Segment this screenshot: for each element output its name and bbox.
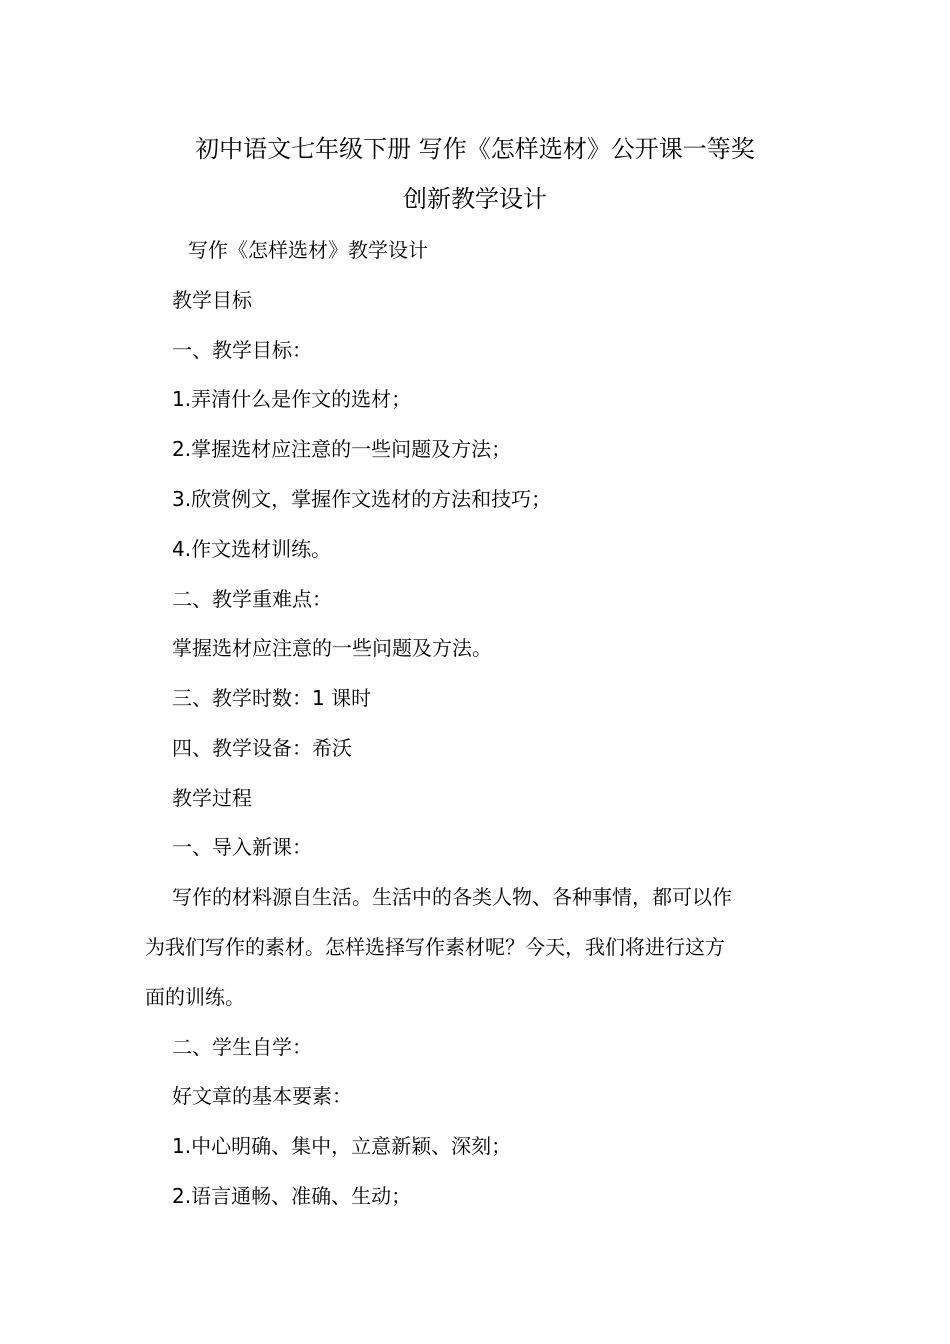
key-points-content: 掌握选材应注意的一些问题及方法。 [172,636,492,660]
goals-heading: 教学目标 [172,288,252,312]
intro-paragraph-line-3: 面的训练。 [145,985,245,1009]
element-item-2: 2.语言通畅、准确、生动； [172,1184,412,1208]
intro-paragraph-line-2: 为我们写作的素材。怎样选择写作素材呢？今天，我们将进行这方 [145,935,725,959]
goal-item-3: 3.欣赏例文，掌握作文选材的方法和技巧； [172,487,552,511]
intro-paragraph-line-1: 写作的材料源自生活。生活中的各类人物、各种事情，都可以作 [172,885,732,909]
goal-item-4: 4.作文选材训练。 [172,537,332,561]
intro-section-heading: 一、导入新课： [172,835,312,859]
goal-item-2: 2.掌握选材应注意的一些问题及方法； [172,437,512,461]
document-title-line-1: 初中语文七年级下册 写作《怎样选材》公开课一等奖 [195,135,755,163]
teaching-equipment: 四、教学设备：希沃 [172,736,352,760]
document-title-line-2: 创新教学设计 [403,185,547,213]
elements-heading: 好文章的基本要素： [172,1084,352,1108]
process-heading: 教学过程 [172,786,252,810]
key-points-heading: 二、教学重难点： [172,587,332,611]
document-subtitle: 写作《怎样选材》教学设计 [188,238,428,262]
goals-section-heading: 一、教学目标： [172,338,312,362]
teaching-hours: 三、教学时数：1 课时 [172,686,372,710]
goal-item-1: 1.弄清什么是作文的选材； [172,387,412,411]
self-study-section-heading: 二、学生自学： [172,1035,312,1059]
element-item-1: 1.中心明确、集中，立意新颖、深刻； [172,1134,512,1158]
